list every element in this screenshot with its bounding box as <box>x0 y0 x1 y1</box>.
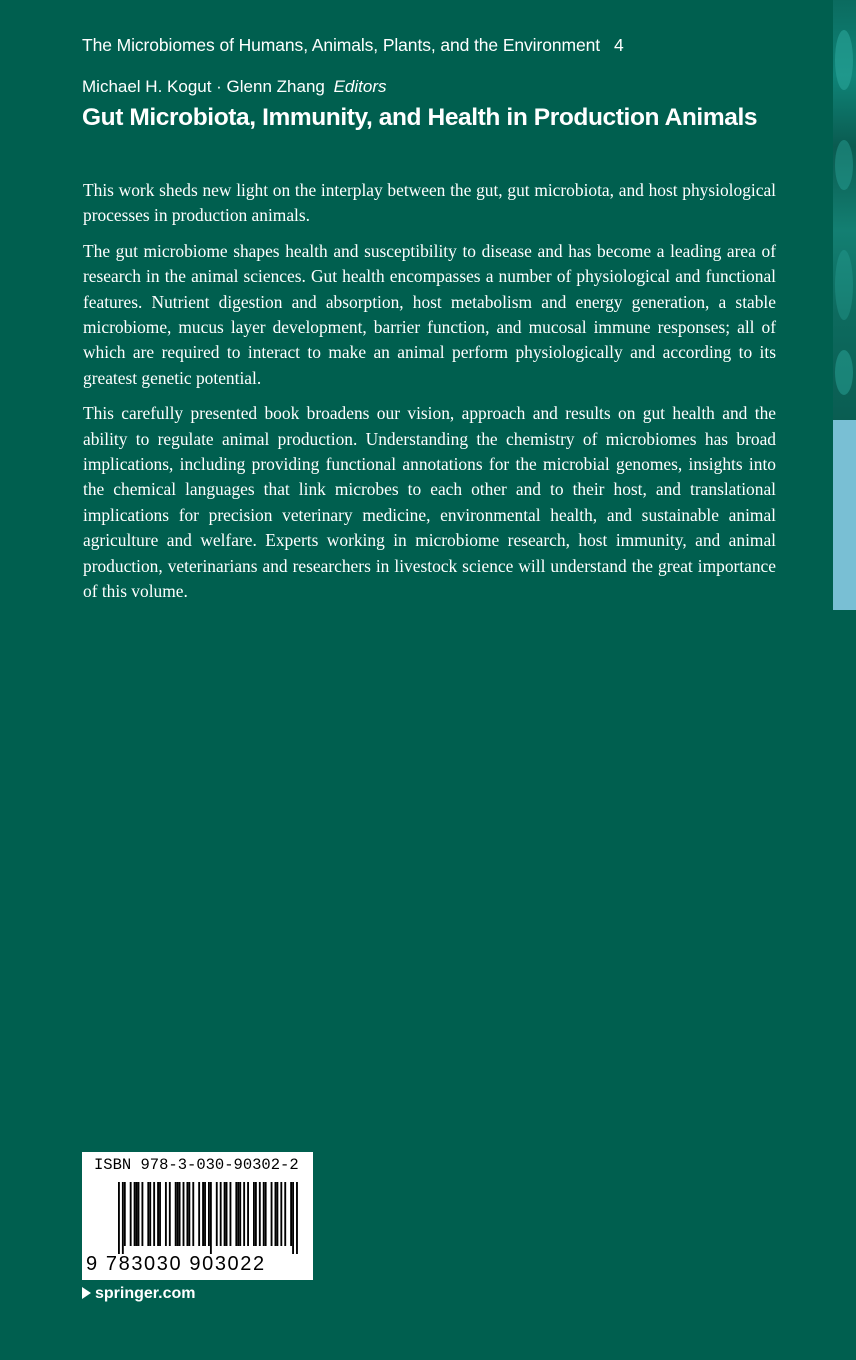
barcode-bar <box>165 1182 167 1246</box>
barcode-icon <box>118 1182 298 1254</box>
barcode-bar <box>276 1182 278 1246</box>
barcode-bar <box>237 1182 239 1246</box>
barcode-bar <box>183 1182 185 1246</box>
editor-names: Michael H. Kogut · Glenn Zhang <box>82 77 325 96</box>
blurb-paragraph-1: This work sheds new light on the interplay between the gut, gut microbiota, and host physiological processes in production animals. <box>83 180 776 226</box>
editors-role: Editors <box>333 77 387 96</box>
barcode-bar <box>124 1182 126 1246</box>
barcode-bar <box>296 1182 298 1254</box>
barcode-bar <box>136 1182 138 1246</box>
barcode-bar <box>157 1182 159 1246</box>
barcode-bar <box>204 1182 206 1246</box>
barcode-bar <box>202 1182 204 1246</box>
barcode-box <box>82 1152 313 1280</box>
barcode-bar <box>265 1182 267 1246</box>
barcode-bar <box>153 1182 155 1246</box>
isbn-label: ISBN 978-3-030-90302-2 <box>94 1156 299 1174</box>
play-arrow-icon <box>82 1287 91 1299</box>
barcode-bar <box>259 1182 261 1246</box>
barcode-bar <box>186 1182 188 1246</box>
barcode-bar <box>175 1182 177 1246</box>
barcode-bar <box>149 1182 151 1246</box>
barcode-bar <box>169 1182 171 1246</box>
barcode-bar <box>290 1182 292 1246</box>
barcode-bar <box>230 1182 232 1246</box>
barcode-bar <box>179 1182 181 1246</box>
barcode-bar <box>118 1182 120 1254</box>
publisher-url: springer.com <box>95 1285 196 1302</box>
barcode-bar <box>192 1182 194 1246</box>
barcode-bar <box>280 1182 282 1246</box>
barcode-bar <box>220 1182 222 1246</box>
series-volume: 4 <box>613 35 624 55</box>
barcode-bar <box>138 1182 140 1246</box>
barcode-bar <box>177 1182 179 1246</box>
ean-digits: 9 783030 903022 <box>86 1253 266 1275</box>
barcode-bar <box>292 1182 294 1254</box>
book-title: Gut Microbiota, Immunity, and Health in Production Animals <box>82 104 758 131</box>
barcode-bar <box>208 1182 210 1246</box>
barcode-bar <box>226 1182 228 1246</box>
barcode-bar <box>159 1182 161 1246</box>
barcode-bar <box>275 1182 277 1246</box>
barcode-bar <box>243 1182 245 1246</box>
spine-accent-band <box>833 420 856 610</box>
editors-line <box>82 77 387 97</box>
barcode-bar <box>224 1182 226 1246</box>
cover-image-edge <box>833 0 856 420</box>
barcode-bar <box>235 1182 237 1246</box>
series-line <box>82 35 624 56</box>
barcode-bar <box>247 1182 249 1246</box>
barcode-bar <box>284 1182 286 1246</box>
publisher-link[interactable] <box>82 1285 195 1303</box>
barcode-bar <box>188 1182 190 1246</box>
barcode-bar <box>141 1182 143 1246</box>
barcode-bar <box>216 1182 218 1246</box>
blurb <box>83 178 776 615</box>
barcode-bar <box>210 1182 212 1254</box>
barcode-bar <box>122 1182 124 1254</box>
barcode-bar <box>271 1182 273 1246</box>
barcode-bar <box>263 1182 265 1246</box>
barcode-bar <box>239 1182 241 1246</box>
blurb-paragraph-2: The gut microbiome shapes health and susceptibility to disease and has become a leading area of research in the animal sciences. Gut health encompasses a number of physiological and functional features. Nutrient digestion and absorption, host metabolism and energy generation, a stable microbiome, mucus layer development, barrier function, and mucosal immune responses; all of which are required to interact to make an animal perform physiologically and according to its greatest genetic potential. <box>83 240 776 388</box>
barcode-bar <box>253 1182 255 1246</box>
barcode-bar <box>198 1182 200 1246</box>
barcode-bar <box>147 1182 149 1246</box>
series-title: The Microbiomes of Humans, Animals, Plants, and the Environment <box>82 35 600 55</box>
blurb-paragraph-3: This carefully presented book broadens our vision, approach and results on gut health and the ability to regulate animal production. Understanding the chemistry of microbiomes has broad implications, including providing functional annotations for the microbial genomes, insights into the chemical languages that link microbes to each other and to their host, and translational implications for precision veterinary medicine, environmental health, and sustainable animal agriculture and welfare. Experts working in microbiome research, host immunity, and animal production, veterinarians and researchers in livestock science will understand the great importance of this volume. <box>83 403 776 602</box>
barcode-bar <box>134 1182 136 1246</box>
barcode-bar <box>255 1182 257 1246</box>
barcode-bar <box>130 1182 132 1246</box>
